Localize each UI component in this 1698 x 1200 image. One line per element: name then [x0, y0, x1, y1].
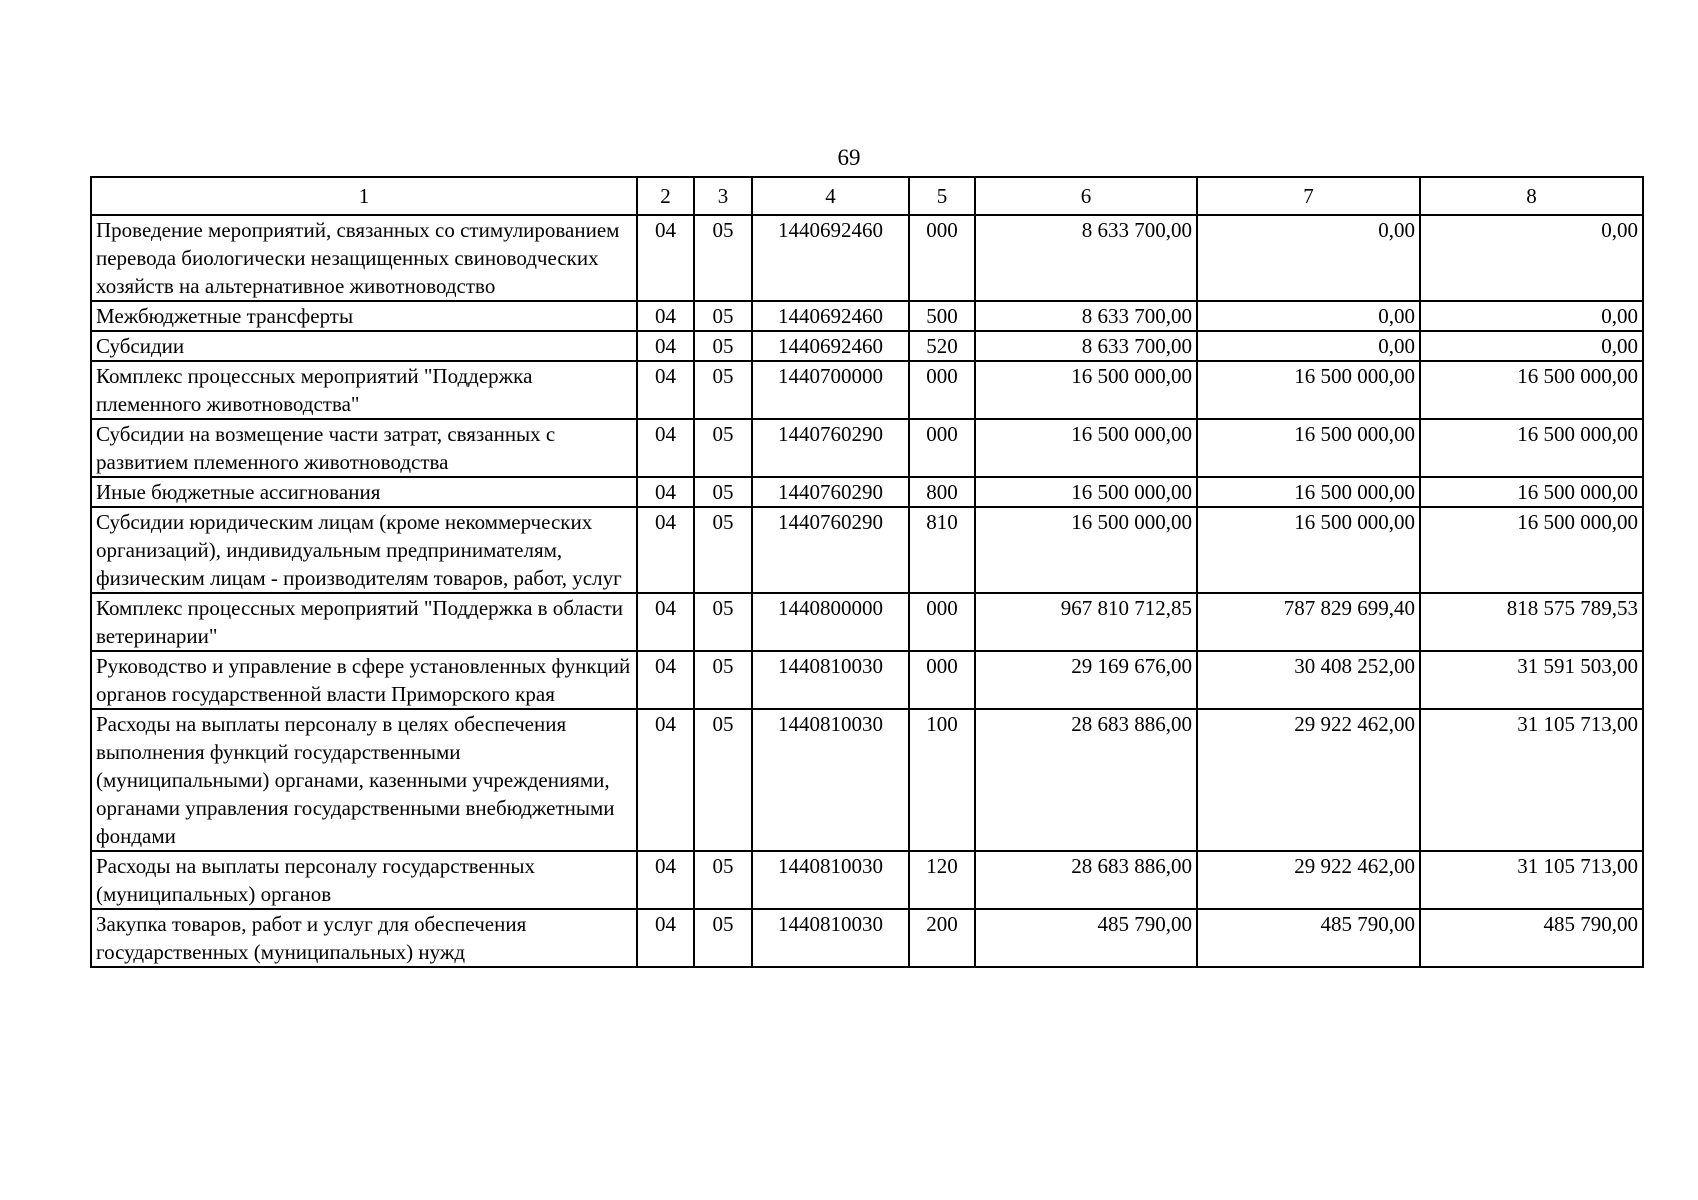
amount-col-6: 28 683 886,00: [975, 709, 1197, 851]
expense-type-code: 810: [909, 507, 975, 593]
amount-col-7: 16 500 000,00: [1197, 361, 1420, 419]
amount-col-8: 16 500 000,00: [1420, 361, 1643, 419]
amount-col-7: 16 500 000,00: [1197, 477, 1420, 507]
amount-col-6: 8 633 700,00: [975, 215, 1197, 301]
row-name: Межбюджетные трансферты: [91, 301, 637, 331]
table-row: [91, 909, 1643, 967]
subsection-code: 05: [694, 301, 752, 331]
target-article-code: 1440810030: [752, 709, 909, 851]
expense-type-code: 100: [909, 709, 975, 851]
subsection-code: 05: [694, 215, 752, 301]
section-code: 04: [637, 477, 694, 507]
table-row: [91, 651, 1643, 709]
amount-col-8: 16 500 000,00: [1420, 507, 1643, 593]
amount-col-7: 16 500 000,00: [1197, 419, 1420, 477]
subsection-code: 05: [694, 909, 752, 967]
expense-type-code: 000: [909, 651, 975, 709]
row-name: Субсидии: [91, 331, 637, 361]
amount-col-7: 29 922 462,00: [1197, 851, 1420, 909]
target-article-code: 1440760290: [752, 477, 909, 507]
subsection-code: 05: [694, 361, 752, 419]
section-code: 04: [637, 709, 694, 851]
table-row: [91, 361, 1643, 419]
target-article-code: 1440810030: [752, 851, 909, 909]
table-row: [91, 507, 1643, 593]
target-article-code: 1440692460: [752, 215, 909, 301]
amount-col-8: 16 500 000,00: [1420, 419, 1643, 477]
expense-type-code: 120: [909, 851, 975, 909]
section-code: 04: [637, 301, 694, 331]
expense-type-code: 000: [909, 593, 975, 651]
subsection-code: 05: [694, 651, 752, 709]
amount-col-6: 29 169 676,00: [975, 651, 1197, 709]
target-article-code: 1440810030: [752, 651, 909, 709]
target-article-code: 1440692460: [752, 301, 909, 331]
section-code: 04: [637, 361, 694, 419]
column-header-6: 6: [975, 177, 1197, 215]
table-row: [91, 419, 1643, 477]
column-header-8: 8: [1420, 177, 1643, 215]
amount-col-7: 0,00: [1197, 301, 1420, 331]
column-header-4: 4: [752, 177, 909, 215]
budget-table: [90, 176, 1644, 968]
amount-col-6: 967 810 712,85: [975, 593, 1197, 651]
row-name: Расходы на выплаты персоналу государственных (муниципальных) органов: [91, 851, 637, 909]
row-name: Комплекс процессных мероприятий "Поддержка племенного животноводства": [91, 361, 637, 419]
target-article-code: 1440810030: [752, 909, 909, 967]
amount-col-7: 485 790,00: [1197, 909, 1420, 967]
table-row: [91, 709, 1643, 851]
row-name: Комплекс процессных мероприятий "Поддержка в области ветеринарии": [91, 593, 637, 651]
row-name: Руководство и управление в сфере установленных функций органов государственной власти Приморского края: [91, 651, 637, 709]
subsection-code: 05: [694, 477, 752, 507]
column-header-2: 2: [637, 177, 694, 215]
expense-type-code: 800: [909, 477, 975, 507]
amount-col-7: 29 922 462,00: [1197, 709, 1420, 851]
amount-col-8: 485 790,00: [1420, 909, 1643, 967]
section-code: 04: [637, 593, 694, 651]
section-code: 04: [637, 331, 694, 361]
amount-col-8: 0,00: [1420, 301, 1643, 331]
table-row: [91, 331, 1643, 361]
header-row: [91, 177, 1643, 215]
subsection-code: 05: [694, 709, 752, 851]
row-name: Субсидии юридическим лицам (кроме некоммерческих организаций), индивидуальным предпринимателям, физическим лицам - производителям товаров, работ, услуг: [91, 507, 637, 593]
section-code: 04: [637, 215, 694, 301]
target-article-code: 1440800000: [752, 593, 909, 651]
table-row: [91, 593, 1643, 651]
subsection-code: 05: [694, 331, 752, 361]
amount-col-8: 31 591 503,00: [1420, 651, 1643, 709]
row-name: Иные бюджетные ассигнования: [91, 477, 637, 507]
section-code: 04: [637, 507, 694, 593]
section-code: 04: [637, 651, 694, 709]
column-header-3: 3: [694, 177, 752, 215]
target-article-code: 1440692460: [752, 331, 909, 361]
amount-col-8: 818 575 789,53: [1420, 593, 1643, 651]
expense-type-code: 000: [909, 361, 975, 419]
expense-type-code: 520: [909, 331, 975, 361]
subsection-code: 05: [694, 419, 752, 477]
column-header-1: 1: [91, 177, 637, 215]
amount-col-6: 485 790,00: [975, 909, 1197, 967]
amount-col-8: 16 500 000,00: [1420, 477, 1643, 507]
amount-col-8: 0,00: [1420, 215, 1643, 301]
amount-col-7: 0,00: [1197, 215, 1420, 301]
expense-type-code: 500: [909, 301, 975, 331]
amount-col-6: 8 633 700,00: [975, 331, 1197, 361]
amount-col-7: 787 829 699,40: [1197, 593, 1420, 651]
page-number: 69: [837, 145, 861, 170]
amount-col-6: 16 500 000,00: [975, 507, 1197, 593]
amount-col-8: 0,00: [1420, 331, 1643, 361]
section-code: 04: [637, 909, 694, 967]
expense-type-code: 000: [909, 419, 975, 477]
amount-col-6: 8 633 700,00: [975, 301, 1197, 331]
row-name: Проведение мероприятий, связанных со стимулированием перевода биологически незащищенных свиноводческих хозяйств на альтернативное животноводство: [91, 215, 637, 301]
row-name: Расходы на выплаты персоналу в целях обеспечения выполнения функций государственными (муниципальными) органами, казенными учреждениями, органами управления государственными внебюджетными фондами: [91, 709, 637, 851]
row-name: Закупка товаров, работ и услуг для обеспечения государственных (муниципальных) нужд: [91, 909, 637, 967]
subsection-code: 05: [694, 507, 752, 593]
column-header-7: 7: [1197, 177, 1420, 215]
amount-col-7: 16 500 000,00: [1197, 507, 1420, 593]
target-article-code: 1440760290: [752, 419, 909, 477]
amount-col-6: 16 500 000,00: [975, 361, 1197, 419]
section-code: 04: [637, 419, 694, 477]
target-article-code: 1440700000: [752, 361, 909, 419]
amount-col-7: 30 408 252,00: [1197, 651, 1420, 709]
amount-col-6: 16 500 000,00: [975, 419, 1197, 477]
column-header-5: 5: [909, 177, 975, 215]
expense-type-code: 200: [909, 909, 975, 967]
table-row: [91, 477, 1643, 507]
row-name: Субсидии на возмещение части затрат, связанных с развитием племенного животноводства: [91, 419, 637, 477]
amount-col-8: 31 105 713,00: [1420, 851, 1643, 909]
table-row: [91, 301, 1643, 331]
amount-col-6: 28 683 886,00: [975, 851, 1197, 909]
table-row: [91, 851, 1643, 909]
amount-col-7: 0,00: [1197, 331, 1420, 361]
target-article-code: 1440760290: [752, 507, 909, 593]
amount-col-6: 16 500 000,00: [975, 477, 1197, 507]
subsection-code: 05: [694, 851, 752, 909]
subsection-code: 05: [694, 593, 752, 651]
table-row: [91, 215, 1643, 301]
expense-type-code: 000: [909, 215, 975, 301]
section-code: 04: [637, 851, 694, 909]
amount-col-8: 31 105 713,00: [1420, 709, 1643, 851]
